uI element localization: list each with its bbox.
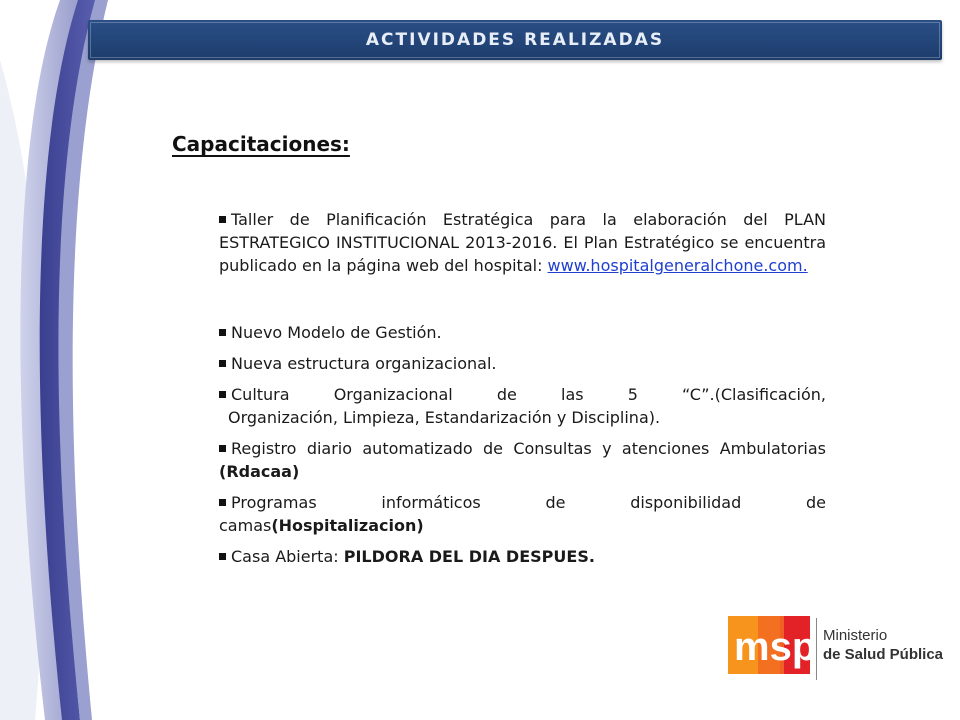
decorative-swoosh [0,0,130,720]
list-item: Nueva estructura organizacional. [219,352,826,375]
square-bullet-icon [219,445,226,452]
square-bullet-icon [219,553,226,560]
logo-mark: msp [734,625,817,669]
section-heading: Capacitaciones: [172,132,350,156]
square-bullet-icon [219,329,226,336]
activities-list [219,208,826,568]
square-bullet-icon [219,360,226,367]
list-item: Programas informáticos de disponibilidad de camas(Hospitalizacion) [219,493,826,535]
square-bullet-icon [219,499,226,506]
square-bullet-icon [219,216,226,223]
banner-title: ACTIVIDADES REALIZADAS [365,30,665,50]
hospital-website-link[interactable]: www.hospitalgeneralchone.com. [547,256,808,275]
list-item: Registro diario automatizado de Consultas y atenciones Ambulatorias (Rdacaa) [219,439,826,481]
title-banner [88,20,942,60]
list-item: Casa Abierta: PILDORA DEL DIA DESPUES. [219,545,826,568]
list-item: Taller de Planificación Estratégica para la elaboración del PLAN ESTRATEGICO INSTITUCIONAL 2013-2016. El Plan Estratégico se encuentra publicado en la página web del hospital: www.hospitalgeneralchone.com. [219,210,826,275]
logo-divider [816,618,817,680]
list-item: Cultura Organizacional de las 5 “C”.(Clasificación, Organización, Limpieza, Estandarización y Disciplina). [219,383,826,429]
ministry-name: Ministerio de Salud Pública [823,627,944,663]
square-bullet-icon [219,391,226,398]
list-item: Nuevo Modelo de Gestión. [219,321,826,344]
